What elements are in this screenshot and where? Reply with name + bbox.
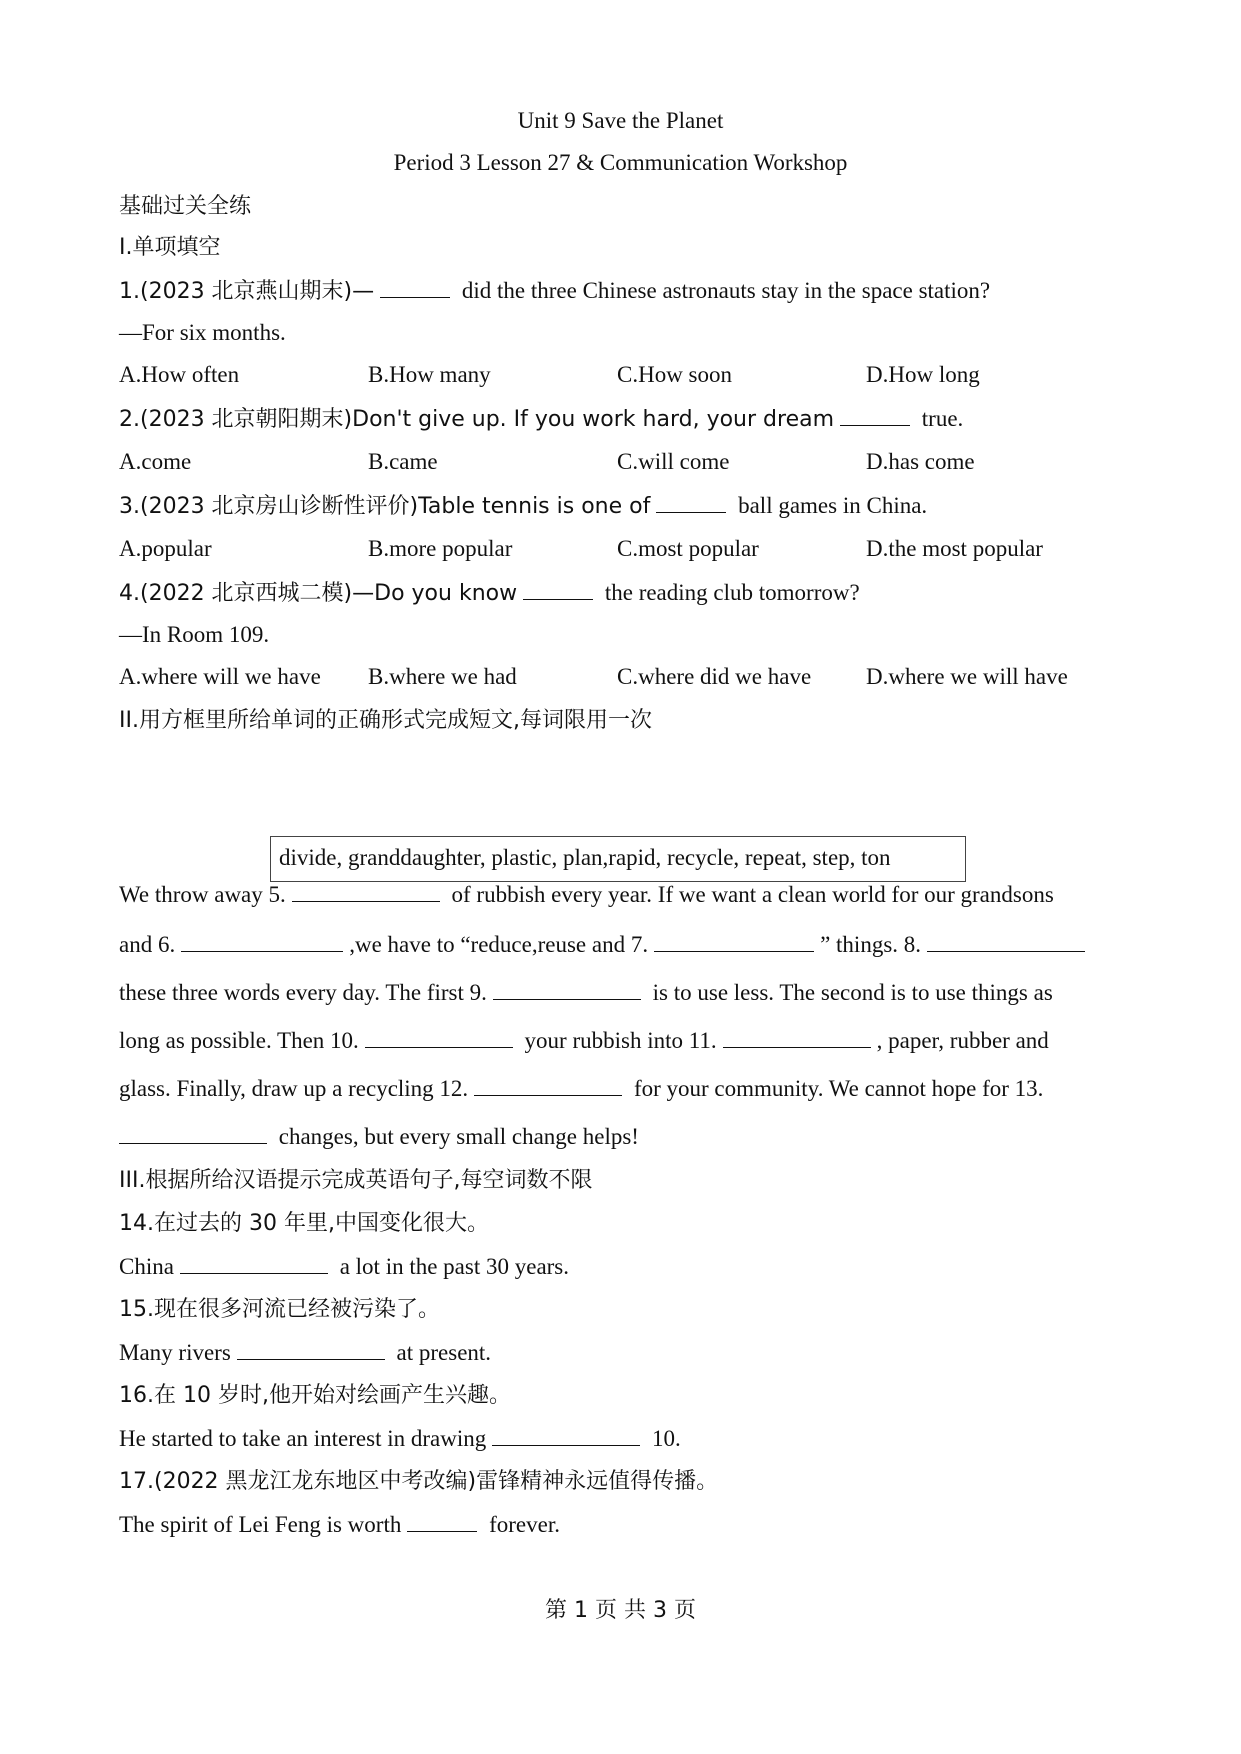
q3-option-d[interactable]: D.the most popular [866,536,1043,561]
q1-option-a[interactable]: A.How often [119,362,240,387]
sentence-text: The spirit of Lei Feng is worth [119,1512,402,1537]
passage-text: ” things. 8. [820,932,922,957]
passage-text: , paper, rubber and [876,1028,1049,1053]
q4-stem-a: 4.(2022 北京西城二模)—Do you know [119,581,518,606]
passage-line-1 [119,880,1054,910]
q2-blank[interactable] [840,405,910,426]
q1-option-d[interactable]: D.How long [866,362,980,387]
q2-option-b[interactable]: B.came [368,449,438,474]
passage-text: for your community. We cannot hope for 13. [633,1076,1044,1101]
blank-9[interactable] [493,979,641,1000]
page-subtitle: Period 3 Lesson 27 & Communication Workshop [393,150,848,175]
passage-text: ,we have to “reduce,reuse and 7. [349,932,649,957]
passage-text: glass. Finally, draw up a recycling 12. [119,1076,469,1101]
q2-stem [119,404,963,435]
blank-13[interactable] [119,1123,267,1144]
passage-text: these three words every day. The first 9. [119,980,487,1005]
q17-sentence [119,1510,560,1540]
passage-line-2 [119,930,1091,960]
blank-8[interactable] [927,931,1085,952]
passage-text: long as possible. Then 10. [119,1028,359,1053]
blank-10[interactable] [365,1027,513,1048]
passage-line-6 [119,1122,639,1152]
q1-reply: —For six months. [119,320,286,345]
q4-option-a[interactable]: A.where will we have [119,664,321,689]
q14-sentence [119,1252,569,1282]
q3-stem-a: 3.(2023 北京房山诊断性评价)Table tennis is one of [119,494,651,519]
q15-sentence [119,1338,491,1368]
word-box: divide, granddaughter, plastic, plan,rapid, recycle, repeat, step, ton [270,836,966,882]
q1-stem [119,276,990,307]
q1-stem-a: 1.(2023 北京燕山期末)— [119,279,375,304]
q1-stem-b: did the three Chinese astronauts stay in the space station? [461,278,991,303]
part1-heading: I.单项填空 [119,235,221,260]
q1-option-b[interactable]: B.How many [368,362,491,387]
q3-option-b[interactable]: B.more popular [368,536,513,561]
passage-text: of rubbish every year. If we want a clean world for our grandsons [451,882,1054,907]
q2-option-c[interactable]: C.will come [617,449,730,474]
page-title: Unit 9 Save the Planet [517,108,724,133]
passage-text: your rubbish into 11. [524,1028,717,1053]
sentence-text: Many rivers [119,1340,231,1365]
passage-line-4 [119,1026,1049,1056]
blank-5[interactable] [292,881,440,902]
blank-15[interactable] [237,1339,385,1360]
blank-6[interactable] [181,931,343,952]
q4-option-b[interactable]: B.where we had [368,664,517,689]
blank-7[interactable] [654,931,814,952]
q15-prompt: 15.现在很多河流已经被污染了。 [119,1297,440,1322]
passage-text: and 6. [119,932,176,957]
sentence-text: 10. [652,1426,681,1451]
passage-line-5 [119,1074,1043,1104]
q16-prompt: 16.在 10 岁时,他开始对绘画产生兴趣。 [119,1383,511,1408]
q3-blank[interactable] [656,492,726,513]
q2-option-d[interactable]: D.has come [866,449,975,474]
q4-reply: —In Room 109. [119,622,270,647]
q14-prompt: 14.在过去的 30 年里,中国变化很大。 [119,1211,489,1236]
passage-text: is to use less. The second is to use things as [652,980,1053,1005]
q3-stem-b: ball games in China. [738,493,928,518]
page-footer: 第 1 页 共 3 页 [545,1598,696,1623]
q1-blank[interactable] [380,277,450,298]
q3-option-a[interactable]: A.popular [119,536,212,561]
q16-sentence [119,1424,681,1454]
blank-16[interactable] [492,1425,640,1446]
q4-stem [119,578,860,609]
sentence-text: He started to take an interest in drawing [119,1426,487,1451]
sentence-text: forever. [489,1512,560,1537]
q4-stem-b: the reading club tomorrow? [604,580,860,605]
q4-blank[interactable] [523,579,593,600]
blank-12[interactable] [474,1075,622,1096]
q2-stem-b: true. [921,406,964,431]
passage-line-3 [119,978,1053,1008]
blank-11[interactable] [723,1027,871,1048]
blank-17[interactable] [407,1511,477,1532]
section-label: 基础过关全练 [119,194,252,219]
blank-14[interactable] [180,1253,328,1274]
q3-stem [119,491,927,522]
q4-option-d[interactable]: D.where we will have [866,664,1068,689]
sentence-text: China [119,1254,174,1279]
sentence-text: a lot in the past 30 years. [339,1254,570,1279]
q2-option-a[interactable]: A.come [119,449,192,474]
q1-option-c[interactable]: C.How soon [617,362,733,387]
passage-text: We throw away 5. [119,882,286,907]
part2-heading: II.用方框里所给单词的正确形式完成短文,每词限用一次 [119,708,652,733]
passage-text: changes, but every small change helps! [278,1124,639,1149]
q3-option-c[interactable]: C.most popular [617,536,759,561]
q4-option-c[interactable]: C.where did we have [617,664,812,689]
q2-stem-a: 2.(2023 北京朝阳期末)Don't give up. If you work hard, your dream [119,407,835,432]
part3-heading: III.根据所给汉语提示完成英语句子,每空词数不限 [119,1168,593,1193]
q17-prompt: 17.(2022 黑龙江龙东地区中考改编)雷锋精神永远值得传播。 [119,1469,719,1494]
sentence-text: at present. [396,1340,492,1365]
